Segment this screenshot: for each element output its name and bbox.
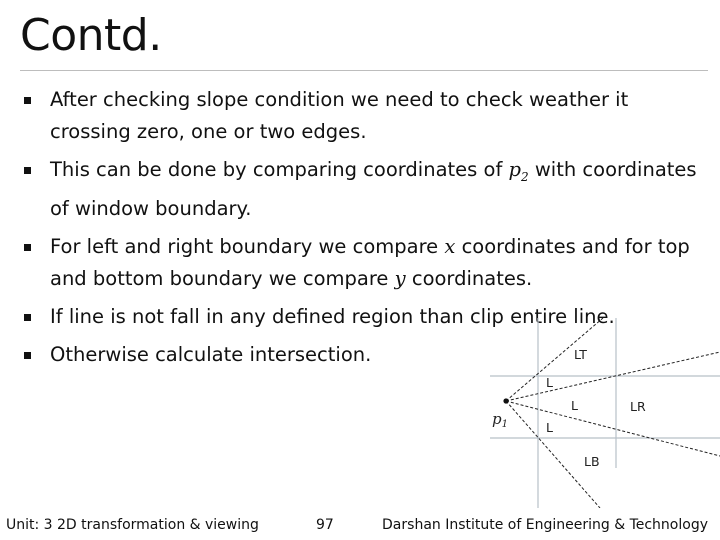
bullet-text: Otherwise calculate intersection.	[50, 342, 372, 366]
bullet-item	[24, 154, 700, 225]
bullet-text: If line is not fall in any defined region than clip entire line.	[50, 304, 615, 328]
bullet-text: For left and right boundary we compare	[50, 234, 445, 258]
region-label-l-mid: L	[571, 398, 578, 413]
slide-footer	[0, 512, 720, 540]
footer-institute: Darshan Institute of Engineering & Technology	[382, 517, 708, 533]
bullet-text: coordinates and for top and bottom boundary we compare	[50, 234, 690, 290]
point-p1-subscript: 1	[501, 419, 508, 430]
bullet-text: This can be done by comparing coordinates of	[50, 158, 509, 181]
ray-to-top-left	[506, 318, 603, 401]
bullet-marker	[24, 314, 31, 321]
bullet-text: coordinates.	[405, 266, 533, 290]
bullet-marker	[24, 97, 31, 104]
region-label-l-top: L	[546, 375, 553, 390]
bullet-text: After checking slope condition we need to check weather it crossing zero, one or two edges.	[50, 88, 629, 143]
region-label-lb: LB	[584, 454, 600, 469]
bullet-marker	[24, 244, 31, 251]
title-divider	[20, 70, 708, 71]
region-label-lt: LT	[574, 347, 587, 362]
point-p1-label: $p_1$	[492, 410, 508, 430]
clipping-region-diagram	[470, 318, 720, 508]
bullet-text: with coordinates of window boundary.	[50, 158, 697, 220]
region-label-l-bottom: L	[546, 420, 553, 435]
region-label-lr: LR	[630, 399, 646, 414]
slide-title: Contd.	[20, 10, 162, 61]
math-variable: y	[394, 266, 406, 290]
footer-unit: Unit: 3 2D transformation & viewing	[6, 517, 259, 533]
bullet-marker	[24, 352, 31, 359]
math-subscript: 2	[521, 169, 529, 184]
bullet-marker	[24, 167, 31, 174]
bullet-item	[24, 231, 700, 295]
bullet-item	[24, 84, 700, 148]
point-p1	[503, 398, 508, 403]
math-variable: $p_2$	[508, 158, 529, 184]
footer-page-number: 97	[316, 517, 334, 533]
math-variable: x	[444, 234, 456, 258]
